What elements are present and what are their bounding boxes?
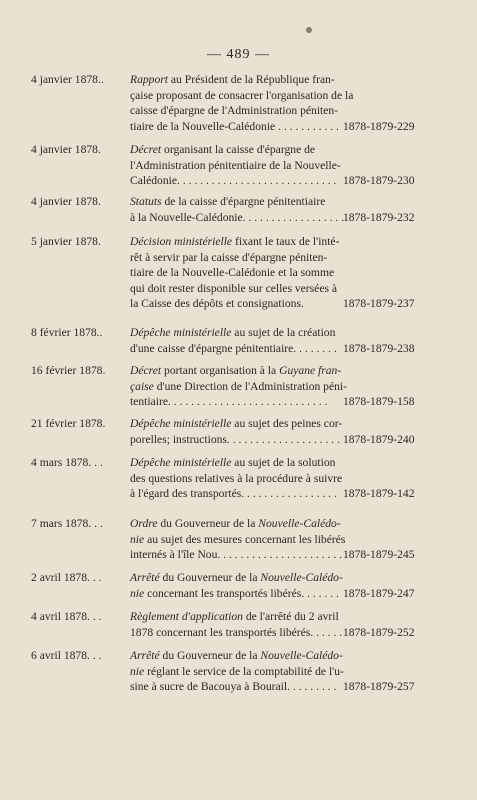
entry-date: 7 mars 1878. . . xyxy=(31,517,103,530)
entry-text-line: porelles; instructions. . . . . . . . . . . . . . . . . . . . xyxy=(130,432,340,446)
entry-reference: 1878-1879-229 xyxy=(343,119,415,133)
entry-text-line: l'Administration pénitentiaire de la Nouvelle- xyxy=(130,158,341,172)
entry-text-line: Rapport au Président de la République fran- xyxy=(130,73,335,86)
entry-reference: 1878-1879-142 xyxy=(343,487,415,500)
entry-reference: 1878-1879-245 xyxy=(343,548,415,561)
entry-date: 16 février 1878. xyxy=(31,364,106,377)
entry-date: 4 janvier 1878. xyxy=(31,195,101,208)
entry-reference: 1878-1879-240 xyxy=(343,432,415,446)
entry-date: 6 avril 1878. . . xyxy=(31,649,102,662)
entry-date: 4 janvier 1878.. xyxy=(31,73,104,86)
entry-text-line: sine à sucre de Bacouya à Bourail. . . . . . . . . xyxy=(130,680,337,693)
entry-text-line: Décret portant organisation à la Guyane fran- xyxy=(130,364,342,377)
entry-text-line: à l'égard des transportés. . . . . . . . . . . . . . . . . xyxy=(130,487,337,500)
entry-reference: 1878-1879-237 xyxy=(343,297,415,310)
entry-reference: 1878-1879-238 xyxy=(343,341,415,355)
entry-text-line: Arrêté du Gouverneur de la Nouvelle-Calédo- xyxy=(130,649,343,662)
entry-text-line: internés à l'île Nou. . . . . . . . . . . . . . . . . . . . . . xyxy=(130,548,343,561)
entry-text-line: 1878 concernant les transportés libérés. . . . . . xyxy=(130,625,343,639)
entry-text-line: tiaire de la Nouvelle-Calédonie . . . . . . . . . . . xyxy=(130,119,339,133)
entry-text-line: nie réglant le service de la comptabilité de l'u- xyxy=(130,664,344,678)
entry-date: 5 janvier 1878. xyxy=(31,235,101,248)
entry-date: 2 avril 1878. . . xyxy=(31,571,102,584)
entry-text-line: Dépêche ministérielle au sujet de la création xyxy=(130,326,336,339)
entry-text-line: çaise proposant de consacrer l'organisation de la xyxy=(130,88,354,102)
entry-text-line: des questions relatives à la procédure à suivre xyxy=(130,471,343,485)
entry-text-line: nie concernant les transportés libérés. . . . . . . xyxy=(130,586,339,600)
entry-text-line: d'une caisse d'épargne pénitentiaire. . . . . . . . xyxy=(130,341,337,355)
entry-date: 4 mars 1878. . . xyxy=(31,456,103,469)
entry-text-line: Ordre du Gouverneur de la Nouvelle-Calédo- xyxy=(130,517,341,530)
entry-date: 4 avril 1878. . . xyxy=(31,610,102,623)
entry-text-line: Décision ministérielle fixant le taux de l'inté- xyxy=(130,235,340,248)
entry-text-line: Règlement d'application de l'arrêté du 2 avril xyxy=(130,610,339,623)
entry-reference: 1878-1879-232 xyxy=(343,210,415,224)
entry-text-line: Dépêche ministérielle au sujet des peines cor- xyxy=(130,417,343,430)
entry-text-line: rêt à servir par la caisse d'épargne péniten- xyxy=(130,250,328,264)
entry-text-line: Dépêche ministérielle au sujet de la solution xyxy=(130,456,336,469)
entry-date: 8 février 1878.. xyxy=(31,326,103,339)
entry-reference: 1878-1879-252 xyxy=(343,625,415,639)
entry-text-line: qui doit rester disponible sur celles versées à xyxy=(130,281,338,295)
entry-date: 4 janvier 1878. xyxy=(31,143,101,156)
entry-reference: 1878-1879-158 xyxy=(343,395,415,408)
entry-text-line: Calédonie. . . . . . . . . . . . . . . . . . . . . . . . . . . . xyxy=(130,174,337,187)
entry-text-line: Décret organisant la caisse d'épargne de xyxy=(130,143,316,156)
entry-text-line: tiaire de la Nouvelle-Calédonie et la somme xyxy=(130,266,335,279)
page-number: — 489 — xyxy=(207,47,270,62)
entry-text-line: caisse d'épargne de l'Administration péniten- xyxy=(130,104,339,117)
ink-spot xyxy=(306,27,312,33)
entry-text-line: nie au sujet des mesures concernant les libérés xyxy=(130,532,346,546)
entry-text-line: çaise d'une Direction de l'Administration péni- xyxy=(130,379,348,393)
entry-text-line: à la Nouvelle-Calédonie. . . . . . . . . . . . . . . . . . xyxy=(130,210,345,224)
entry-reference: 1878-1879-230 xyxy=(343,174,415,187)
entry-date: 21 février 1878. xyxy=(31,417,106,430)
entry-text-line: Arrêté du Gouverneur de la Nouvelle-Calédo- xyxy=(130,571,343,584)
entry-reference: 1878-1879-257 xyxy=(343,680,415,693)
entry-text-line: tentiaire. . . . . . . . . . . . . . . . . . . . . . . . . . . . xyxy=(130,395,328,408)
entry-text-line: la Caisse des dépôts et consignations. xyxy=(130,297,304,310)
entry-reference: 1878-1879-247 xyxy=(343,586,415,600)
entry-text-line: Statuts de la caisse d'épargne pénitentiaire xyxy=(130,195,326,208)
